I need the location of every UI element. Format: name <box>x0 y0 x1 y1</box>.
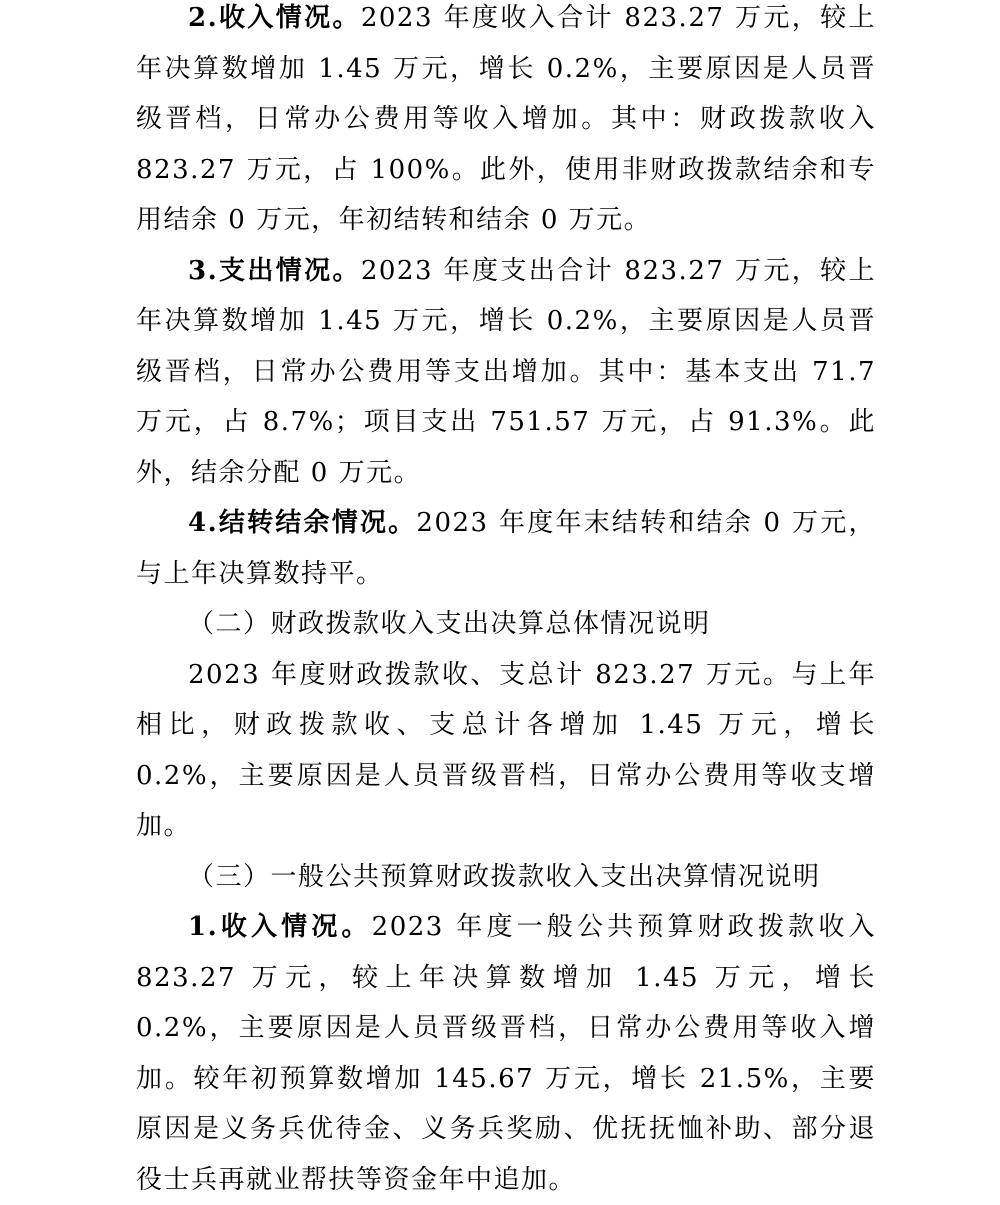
paragraph-lead: 3.支出情况。 <box>188 255 361 286</box>
paragraph-fiscal-overall <box>136 650 876 852</box>
paragraph-carryover-situation <box>136 498 876 599</box>
paragraph-general-budget-income <box>136 902 876 1205</box>
section-heading-general-budget <box>136 852 876 903</box>
paragraph-income-situation <box>136 0 876 246</box>
section-heading-text: （三）一般公共预算财政拨款收入支出决算情况说明 <box>188 861 821 892</box>
paragraph-lead: 1.收入情况。 <box>188 912 372 942</box>
paragraph-text: 2023 年度年末结转和结余 0 万元，与上年决算数持平。 <box>136 508 876 589</box>
paragraph-expense-situation <box>136 246 876 499</box>
paragraph-lead: 2.收入情况。 <box>188 3 361 33</box>
paragraph-text: 2023 年度一般公共预算财政拨款收入 823.27 万元，较上年决算数增加 1.45 万元，增长 0.2%，主要原因是人员晋级晋档，日常办公费用等收入增加。较年初预算数增加 145.67 万元，增长 21.5%，主要原因是义务兵优待金、义务兵奖励、优抚抚恤补助、部分退役士兵再就业帮扶等资金年中追加。 <box>136 912 876 1195</box>
paragraph-text: 2023 年度收入合计 823.27 万元，较上年决算数增加 1.45 万元，增长 0.2%，主要原因是人员晋级晋档，日常办公费用等收入增加。其中：财政拨款收入 823.27 万元，占 100%。此外，使用非财政拨款结余和专用结余 0 万元，年初结转和结余 0 万元。 <box>136 3 876 235</box>
paragraph-text: 2023 年度财政拨款收、支总计 823.27 万元。与上年相比，财政拨款收、支总计各增加 1.45 万元，增长 0.2%，主要原因是人员晋级晋档，日常办公费用等收支增加。 <box>136 659 876 841</box>
section-heading-text: （二）财政拨款收入支出决算总体情况说明 <box>188 609 711 639</box>
paragraph-lead: 4.结转结余情况。 <box>188 508 417 538</box>
section-heading-fiscal-overall <box>136 599 876 650</box>
paragraph-text: 2023 年度支出合计 823.27 万元，较上年决算数增加 1.45 万元，增长 0.2%，主要原因是人员晋级晋档，日常办公费用等支出增加。其中：基本支出 71.7 万元，占 8.7%；项目支出 751.57 万元，占 91.3%。此外，结余分配 0 万元。 <box>136 255 876 488</box>
